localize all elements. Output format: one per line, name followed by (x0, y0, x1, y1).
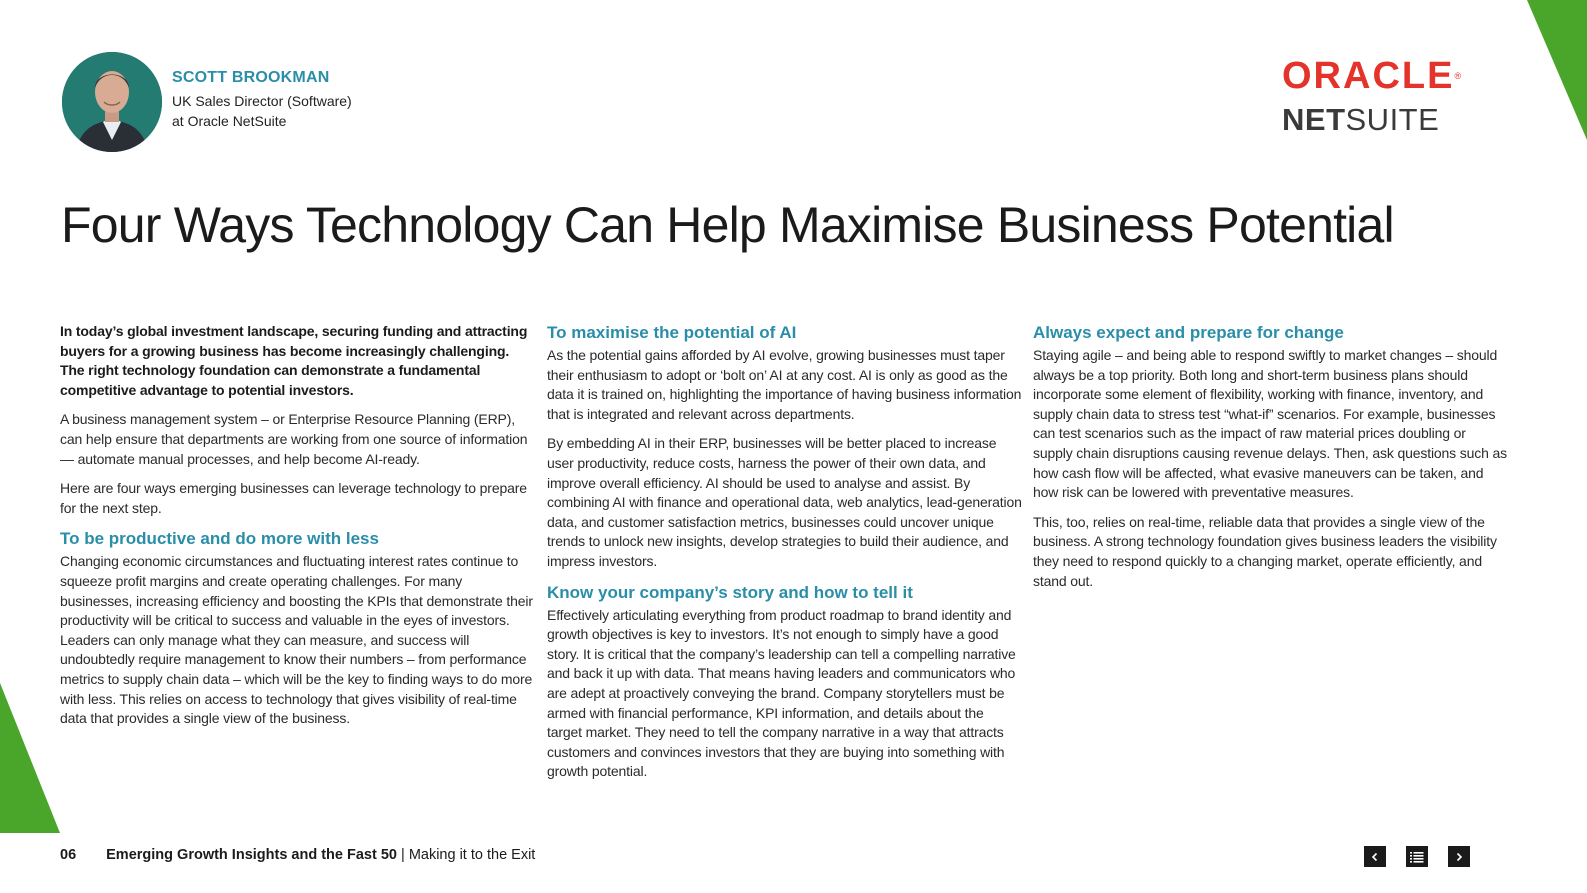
change-paragraph-1: Staying agile – and being able to respond swiftly to market changes – should always be a top priority. Both long and short-term business plans should incorporate some element of flexibility, working with finance, inventory, and supply chain data to stress test “what-if” scenarios. For example, businesses can test scenarios such as the impact of raw material prices doubling or supply chain disruptions causing revenue delays. Then, ask questions such as how cash flow will be affected, what evasive maneuvers can be taken, and how risk can be lowered with preventative measures. (1033, 347, 1507, 501)
oracle-wordmark-text: ORACLE (1282, 55, 1455, 97)
ai-paragraph-1: As the potential gains afforded by AI evolve, growing businesses must taper their enthusiasm to adopt or ‘bolt on’ AI at any cost. AI is only as good as the data it is trained on, highlighting the importance of having business information that is integrated and relevant across departments. (547, 347, 1022, 422)
green-corner-shape-top-right (1527, 0, 1587, 140)
footer-separator: | (396, 847, 409, 863)
author-role-line-1: UK Sales Director (Software) (172, 93, 352, 109)
column-2 (547, 322, 1022, 792)
productive-paragraph: Changing economic circumstances and fluctuating interest rates continue to squeeze profit margins and create operating challenges. For many businesses, increasing efficiency and boosting the KPIs that demonstrate their productivity will be critical to success and valuable in the eyes of investors. Leaders can only manage what they can measure, and success will undoubtedly require management to know their numbers – from performance metrics to supply chain data – which will be the key to finding ways to do more with less. This relies on access to technology that gives visibility of real-time data that provides a single view of the business. (60, 553, 533, 727)
author-text (172, 69, 352, 131)
portrait-icon (62, 52, 162, 152)
section-heading-story: Know your company’s story and how to tell it (547, 582, 913, 602)
section-heading-ai: To maximise the potential of AI (547, 323, 797, 342)
publication-title: Emerging Growth Insights and the Fast 50 (106, 847, 397, 863)
intro-lead-paragraph: In today’s global investment landscape, securing funding and attracting buyers for a growing business has become increasingly challenging. The right technology foundation can demonstrate a fundamental competitive advantage to potential investors. (60, 323, 528, 398)
change-paragraph-2: This, too, relies on real-time, reliable data that provides a single view of the business. A strong technology foundation gives business leaders the visibility they need to respond quickly to a changing market, operate efficiently, and stand out. (1033, 513, 1497, 589)
list-icon (1410, 851, 1424, 863)
section-heading-productive: To be productive and do more with less (60, 529, 379, 549)
column-1 (60, 322, 535, 739)
column-3 (1033, 322, 1508, 601)
previous-page-button[interactable] (1364, 846, 1386, 867)
oracle-wordmark (1282, 57, 1512, 95)
page-title: Four Ways Technology Can Help Maximise Business Potential (61, 197, 1394, 253)
erp-paragraph: A business management system – or Enterprise Resource Planning (ERP), can help ensure that departments are working from one source of information— automate manual processes, and help become AI-ready. (60, 411, 528, 467)
chevron-left-icon (1370, 852, 1380, 862)
avatar (62, 52, 162, 152)
author-block (62, 52, 352, 152)
contents-button[interactable] (1406, 846, 1428, 867)
ai-paragraph-2: By embedding AI in their ERP, businesses will be better placed to increase user productivity, reduce costs, harness the power of their own data, and improve overall efficiency. AI should be used to analyse and assist. By combining AI with finance and operational data, web analytics, lead-generation data, and customer satisfaction metrics, businesses could uncover unique trends to unlock new insights, develop strategies to build their audience, and impress investors. (547, 435, 1022, 569)
section-heading-change: Always expect and prepare for change (1033, 323, 1344, 342)
author-role-line-2: at Oracle NetSuite (172, 113, 287, 129)
section-title: Making it to the Exit (408, 847, 536, 863)
footer (60, 847, 535, 863)
netsuite-wordmark-bold: NET (1282, 102, 1346, 137)
netsuite-wordmark (1282, 103, 1512, 137)
green-corner-shape-bottom-left (0, 683, 60, 833)
story-paragraph: Effectively articulating everything from product roadmap to brand identity and growth objectives is key to investors. It’s not enough to simply have a good story. It is critical that the company’s leadership can tell a compelling narrative and back it up with data. That means having leaders and communicators who are adept at proactively conveying the brand. Company storytellers must be armed with financial performance, KPI information, and details about the target market. They need to tell the company narrative in a way that attracts customers and convinces investors that they are buying into something with growth potential. (547, 606, 1016, 780)
next-page-button[interactable] (1448, 846, 1470, 867)
page-number: 06 (60, 847, 77, 863)
netsuite-wordmark-light: SUITE (1345, 102, 1440, 137)
four-ways-paragraph: Here are four ways emerging businesses can leverage technology to prepare for the next step. (60, 480, 527, 516)
registered-mark: ® (1454, 71, 1464, 81)
author-name: SCOTT BROOKMAN (172, 69, 330, 86)
chevron-right-icon (1454, 852, 1464, 862)
oracle-netsuite-logo (1282, 57, 1512, 137)
